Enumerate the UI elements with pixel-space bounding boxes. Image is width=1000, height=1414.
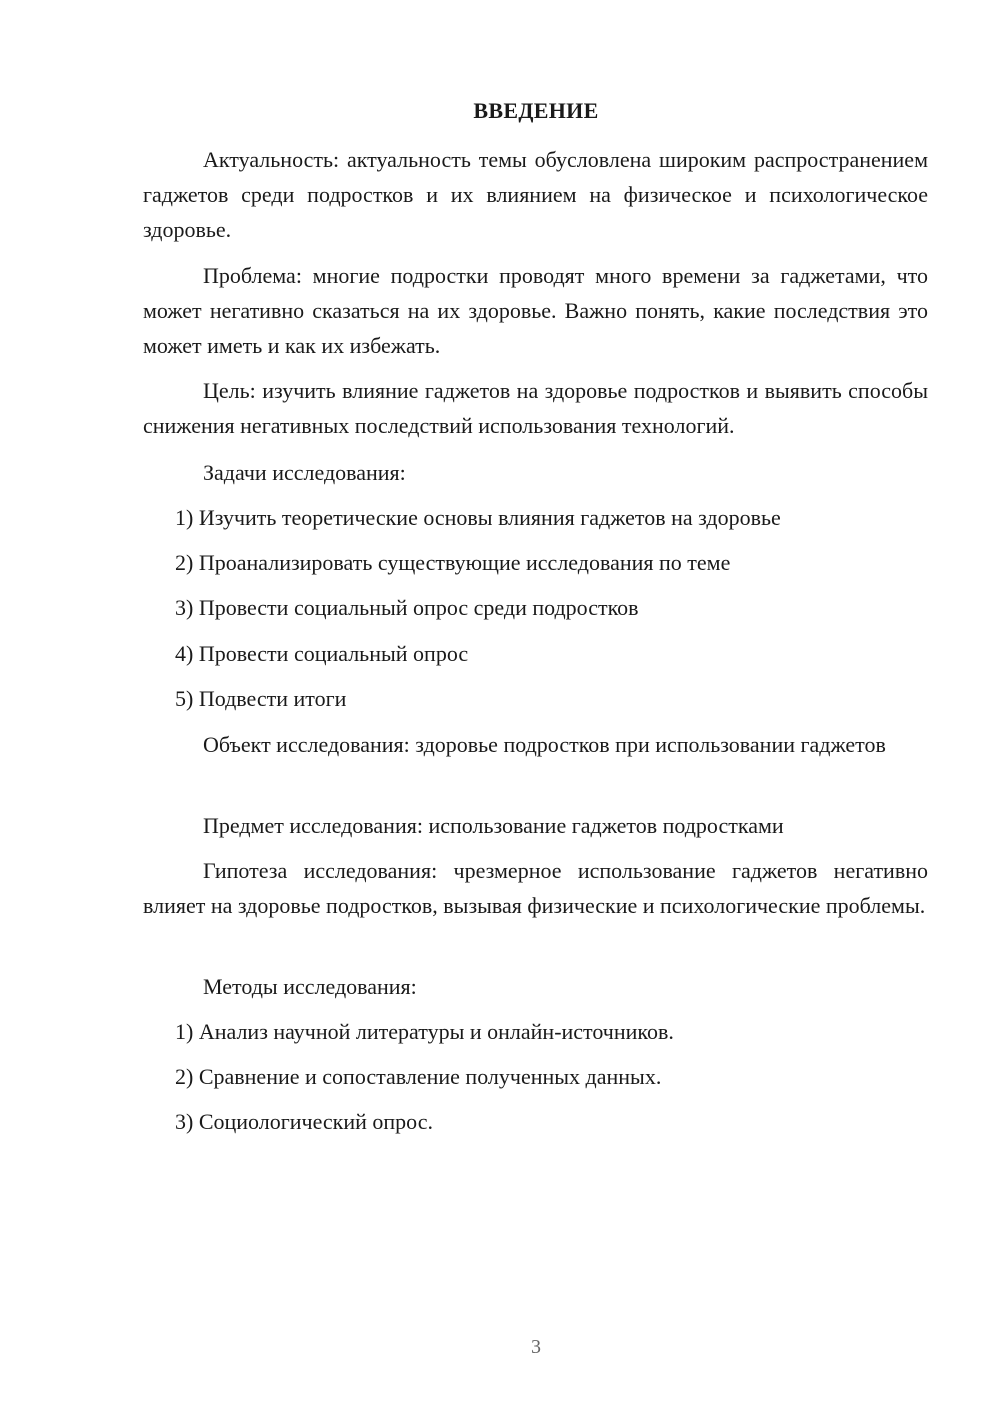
method-item: 1) Анализ научной литературы и онлайн-источников. <box>175 1019 674 1044</box>
problem-paragraph: Проблема: многие подростки проводят много времени за гаджетами, что может негативно сказаться на их здоровье. Важно понять, какие последствия это может иметь и как их избежать. <box>143 263 928 358</box>
task-item: 3) Провести социальный опрос среди подростков <box>175 595 639 620</box>
relevance-paragraph: Актуальность: актуальность темы обусловлена широким распространением гаджетов среди подростков и их влиянием на физическое и психологическое здоровье. <box>143 147 928 242</box>
method-item: 2) Сравнение и сопоставление полученных данных. <box>175 1064 662 1089</box>
hypothesis-paragraph: Гипотеза исследования: чрезмерное использование гаджетов негативно влияет на здоровье подростков, вызывая физические и психологические проблемы. <box>143 858 928 918</box>
task-item: 2) Проанализировать существующие исследования по теме <box>175 550 731 575</box>
tasks-heading: Задачи исследования: <box>203 460 406 485</box>
page-number: 3 <box>531 1336 541 1358</box>
goal-paragraph: Цель: изучить влияние гаджетов на здоровье подростков и выявить способы снижения негативных последствий использования технологий. <box>143 378 928 438</box>
methods-heading: Методы исследования: <box>203 974 417 999</box>
page-title: ВВЕДЕНИЕ <box>473 98 599 123</box>
task-item: 4) Провести социальный опрос <box>175 641 469 666</box>
task-item: 5) Подвести итоги <box>175 686 347 711</box>
object-paragraph: Объект исследования: здоровье подростков при использовании гаджетов <box>203 732 886 757</box>
task-item: 1) Изучить теоретические основы влияния гаджетов на здоровье <box>175 505 781 530</box>
subject-paragraph: Предмет исследования: использование гаджетов подростками <box>203 813 784 838</box>
method-item: 3) Социологический опрос. <box>175 1109 433 1134</box>
